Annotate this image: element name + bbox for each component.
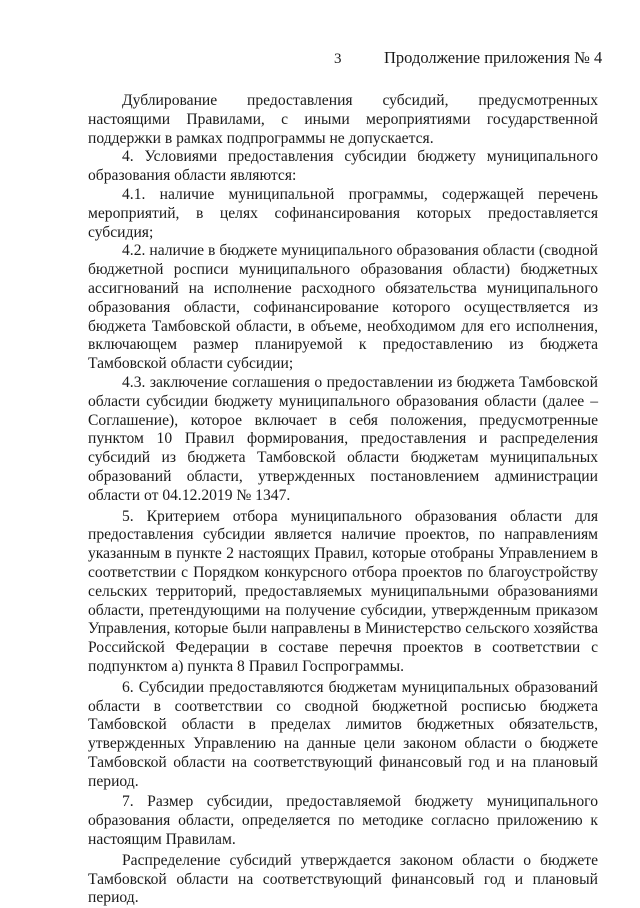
paragraph-conditions: 4. Условиями предоставления субсидии бюджету муниципального образования области являются:: [88, 148, 598, 185]
appendix-continuation-header: Продолжение приложения № 4: [384, 48, 603, 67]
page-number: 3: [334, 51, 342, 67]
paragraph-4-1: 4.1. наличие муниципальной программы, содержащей перечень мероприятий, в целях софинансирования которых предоставляется субсидия;: [88, 185, 598, 241]
paragraph-7-amount: 7. Размер субсидии, предоставляемой бюджету муниципального образования области, определяется по методике согласно приложению к настоящим Правилам.: [88, 793, 598, 849]
paragraph-duplication: Дублирование предоставления субсидий, предусмотренных настоящими Правилами, с иными мероприятиями государственной поддержки в рамках подпрограммы не допускается.: [88, 92, 598, 147]
paragraph-6-subsidies: 6. Субсидии предоставляются бюджетам муниципальных образований области в соответствии со сводной бюджетной росписью бюджета Тамбовской области в пределах лимитов бюджетных обязательств, утвержденных Управлению на данные цели законом области о бюджете Тамбовской области на соответствующий финансовый год и на плановый период.: [88, 678, 598, 790]
paragraph-distribution: Распределение субсидий утверждается законом области о бюджете Тамбовской области на соответствующий финансовый год и плановый период.: [88, 851, 598, 907]
paragraph-4-2: 4.2. наличие в бюджете муниципального образования области (сводной бюджетной росписи муниципального образования области) бюджетных ассигнований на исполнение расходного обязательства муниципального образования области, софинансирование которого осуществляется из бюджета Тамбовской области, в объеме, необходимом для его исполнения, включающем размер планируемой к предоставлению из бюджета Тамбовской области субсидии;: [88, 242, 598, 373]
paragraph-5-criteria: 5. Критерием отбора муниципального образования области для предоставления субсидии является наличие проектов, по направлениям указанным в пункте 2 настоящих Правил, которые отобраны Управлением в соответствии с Порядком конкурсного отбора проектов по благоустройству сельских территорий, предоставляемых муниципальными образованиями области, претендующими на получение субсидии, утвержденным приказом Управления, которые были направлены в Министерство сельского хозяйства Российской Федерации в составе перечня проектов в соответствии с подпунктом а) пункта 8 Правил Госпрограммы.: [88, 507, 598, 675]
paragraph-4-3: 4.3. заключение соглашения о предоставлении из бюджета Тамбовской области субсидии бюджету муниципального образования области (далее – Соглашение), которое включает в себя положения, предусмотренные пунктом 10 Правил формирования, предоставления и распределения субсидий из бюджета Тамбовской области бюджетам муниципальных образований области, утвержденных постановлением администрации области от 04.12.2019 № 1347.: [88, 373, 598, 504]
document-body: [88, 92, 598, 908]
